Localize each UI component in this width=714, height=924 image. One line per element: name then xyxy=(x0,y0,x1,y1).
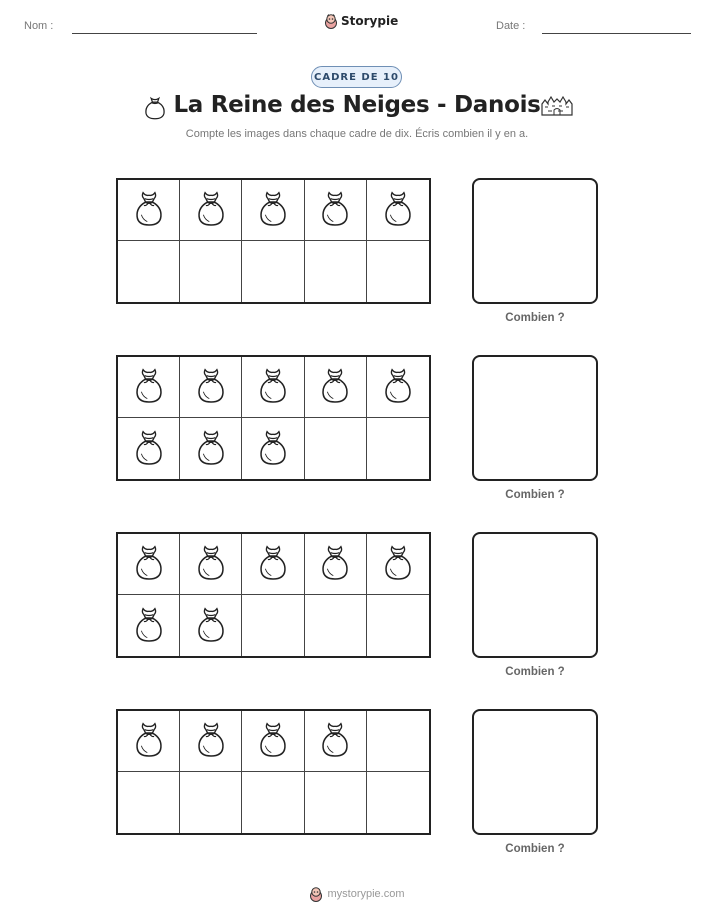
ten-frame-cell xyxy=(305,711,367,772)
answer-box[interactable] xyxy=(472,709,598,835)
money-bag-icon xyxy=(132,366,166,408)
ten-frame-cell xyxy=(180,711,242,772)
money-bag-icon xyxy=(194,720,228,762)
ten-frame-cell xyxy=(367,595,429,656)
ten-frame-cell xyxy=(180,772,242,833)
ten-frame xyxy=(116,355,431,481)
ten-frame-cell xyxy=(118,595,180,656)
ten-frame-cell xyxy=(242,772,304,833)
ten-frame-cell xyxy=(242,711,304,772)
money-bag-icon xyxy=(194,189,228,231)
ten-frame-cell xyxy=(180,534,242,595)
money-bag-icon xyxy=(132,428,166,470)
money-bag-icon xyxy=(256,189,290,231)
ten-frame-cell xyxy=(305,772,367,833)
money-bag-icon xyxy=(256,543,290,585)
ten-frame-cell xyxy=(180,180,242,241)
ten-frame-cell xyxy=(118,357,180,418)
ten-frame-cell xyxy=(305,595,367,656)
answer-box[interactable] xyxy=(472,355,598,481)
ten-frame-cell xyxy=(118,772,180,833)
answer-label: Combien ? xyxy=(505,489,565,501)
money-bag-icon xyxy=(132,189,166,231)
storypie-mascot-icon xyxy=(309,886,323,902)
ten-frame-cell xyxy=(180,241,242,302)
money-bag-icon xyxy=(381,189,415,231)
answer-box[interactable] xyxy=(472,532,598,658)
money-bag-icon xyxy=(381,366,415,408)
ten-frame-cell xyxy=(367,534,429,595)
ten-frame-cell xyxy=(367,180,429,241)
answer-box[interactable] xyxy=(472,178,598,304)
ten-frame-cell xyxy=(305,418,367,479)
money-bag-icon xyxy=(318,189,352,231)
ten-frame-cell xyxy=(180,418,242,479)
storypie-mascot-icon xyxy=(324,13,338,29)
ten-frame-cell xyxy=(118,241,180,302)
footer xyxy=(0,886,714,902)
ten-frame-cell xyxy=(367,241,429,302)
ten-frame-cell xyxy=(242,595,304,656)
answer-label: Combien ? xyxy=(505,666,565,678)
date-field[interactable] xyxy=(542,33,691,34)
brand-name: Storypie xyxy=(341,14,399,28)
money-bag-icon xyxy=(194,543,228,585)
ten-frame-cell xyxy=(180,357,242,418)
ten-frame-cell xyxy=(242,241,304,302)
castle-icon xyxy=(540,94,574,120)
ten-frame-cell xyxy=(242,418,304,479)
ten-frame-cell xyxy=(118,534,180,595)
money-bag-icon xyxy=(256,428,290,470)
instructions: Compte les images dans chaque cadre de dix. Écris combien il y en a. xyxy=(185,128,529,140)
money-bag-icon xyxy=(132,605,166,647)
name-label: Nom : xyxy=(24,20,54,32)
ten-frame xyxy=(116,532,431,658)
ten-frame-cell xyxy=(118,711,180,772)
ten-frame-cell xyxy=(242,357,304,418)
ten-frame-cell xyxy=(242,534,304,595)
ten-frame-cell xyxy=(118,180,180,241)
money-bag-icon xyxy=(132,543,166,585)
money-bag-icon xyxy=(318,720,352,762)
answer-label: Combien ? xyxy=(505,312,565,324)
money-bag-icon xyxy=(194,605,228,647)
ten-frame-cell xyxy=(305,534,367,595)
name-field[interactable] xyxy=(72,33,257,34)
worksheet-type-badge: CADRE DE 10 xyxy=(311,66,402,88)
money-bag-icon xyxy=(256,366,290,408)
money-bag-icon xyxy=(318,543,352,585)
ten-frame-cell xyxy=(367,711,429,772)
ten-frame xyxy=(116,178,431,304)
answer-label: Combien ? xyxy=(505,843,565,855)
money-bag-icon xyxy=(194,428,228,470)
date-label: Date : xyxy=(496,20,526,32)
ten-frame-cell xyxy=(305,180,367,241)
ten-frame xyxy=(116,709,431,835)
ten-frame-cell xyxy=(180,595,242,656)
ten-frame-cell xyxy=(118,418,180,479)
ten-frame-cell xyxy=(242,180,304,241)
ten-frame-cell xyxy=(367,357,429,418)
brand-logo xyxy=(324,13,398,29)
money-bag-icon xyxy=(318,366,352,408)
page-title: La Reine des Neiges - Danois xyxy=(173,92,541,118)
money-bag-icon xyxy=(132,720,166,762)
ten-frame-cell xyxy=(367,772,429,833)
ten-frame-cell xyxy=(305,241,367,302)
footer-url: mystorypie.com xyxy=(327,888,405,900)
ten-frame-cell xyxy=(305,357,367,418)
money-bag-icon xyxy=(381,543,415,585)
ten-frame-cell xyxy=(367,418,429,479)
money-bag-icon xyxy=(256,720,290,762)
money-bag-icon xyxy=(194,366,228,408)
